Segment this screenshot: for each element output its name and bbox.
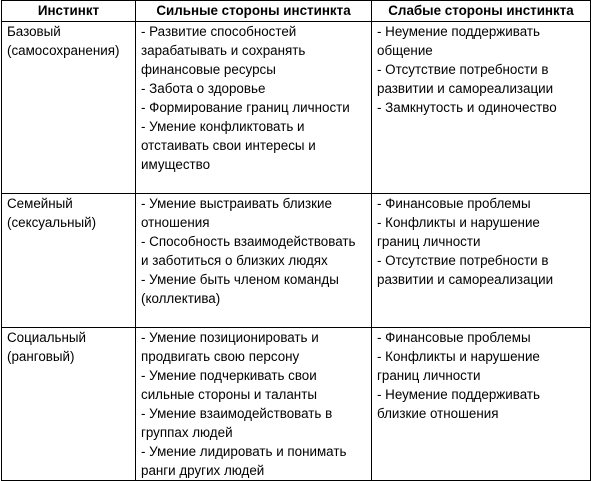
weakness-item: - Конфликты и нарушение границ личности <box>377 349 540 383</box>
table-row <box>2 194 591 328</box>
weakness-item: - Финансовые проблемы <box>377 196 531 211</box>
strength-item: - Развитие способностей зарабатывать и сохранять финансовые ресурсы <box>141 24 306 77</box>
strengths-cell <box>136 194 372 328</box>
instincts-table <box>1 0 591 481</box>
strength-item: - Забота о здоровье <box>141 81 266 96</box>
table-row <box>2 328 591 481</box>
weaknesses-cell <box>372 22 591 194</box>
instinct-cell <box>2 328 136 481</box>
header-strengths: Сильные стороны инстинкта <box>136 1 372 22</box>
instinct-cell <box>2 194 136 328</box>
strength-item: - Способность взаимодействовать и заботиться о близких людях <box>141 234 356 268</box>
strength-item: - Умение выстраивать близкие отношения <box>141 196 332 230</box>
strengths-cell <box>136 328 372 481</box>
strength-item: - Умение быть членом команды (коллектива) <box>141 272 339 306</box>
weakness-item: - Неумение поддерживать близкие отношения <box>377 387 540 421</box>
header-row <box>2 1 591 22</box>
weakness-item: - Конфликты и нарушение границ личности <box>377 215 540 249</box>
weaknesses-cell <box>372 194 591 328</box>
weakness-item: - Финансовые проблемы <box>377 330 531 345</box>
strengths-cell <box>136 22 372 194</box>
instinct-name: Базовый (самосохранения) <box>7 24 120 58</box>
instinct-name: Социальный (ранговый) <box>7 330 87 364</box>
header-weaknesses: Слабые стороны инстинкта <box>372 1 591 22</box>
table-row <box>2 22 591 194</box>
strength-item: - Формирование границ личности <box>141 100 350 115</box>
strength-item: - Умение взаимодействовать в группах людей <box>141 406 333 440</box>
header-instinct: Инстинкт <box>2 1 136 22</box>
strength-item: - Умение лидировать и понимать ранги других людей <box>141 444 347 478</box>
strength-item: - Умение конфликтовать и отстаивать свои интересы и имущество <box>141 119 316 172</box>
strength-item: - Умение позиционировать и продвигать свою персону <box>141 330 319 364</box>
strength-item: - Умение подчеркивать свои сильные стороны и таланты <box>141 368 317 402</box>
weakness-item: - Отсутствие потребности в развитии и самореализации <box>377 62 554 96</box>
weakness-item: - Замкнутость и одиночество <box>377 100 557 115</box>
weaknesses-cell <box>372 328 591 481</box>
instinct-cell <box>2 22 136 194</box>
weakness-item: - Неумение поддерживать общение <box>377 24 540 58</box>
instinct-name: Семейный (сексуальный) <box>7 196 97 230</box>
weakness-item: - Отсутствие потребности в развитии и самореализации <box>377 253 554 287</box>
